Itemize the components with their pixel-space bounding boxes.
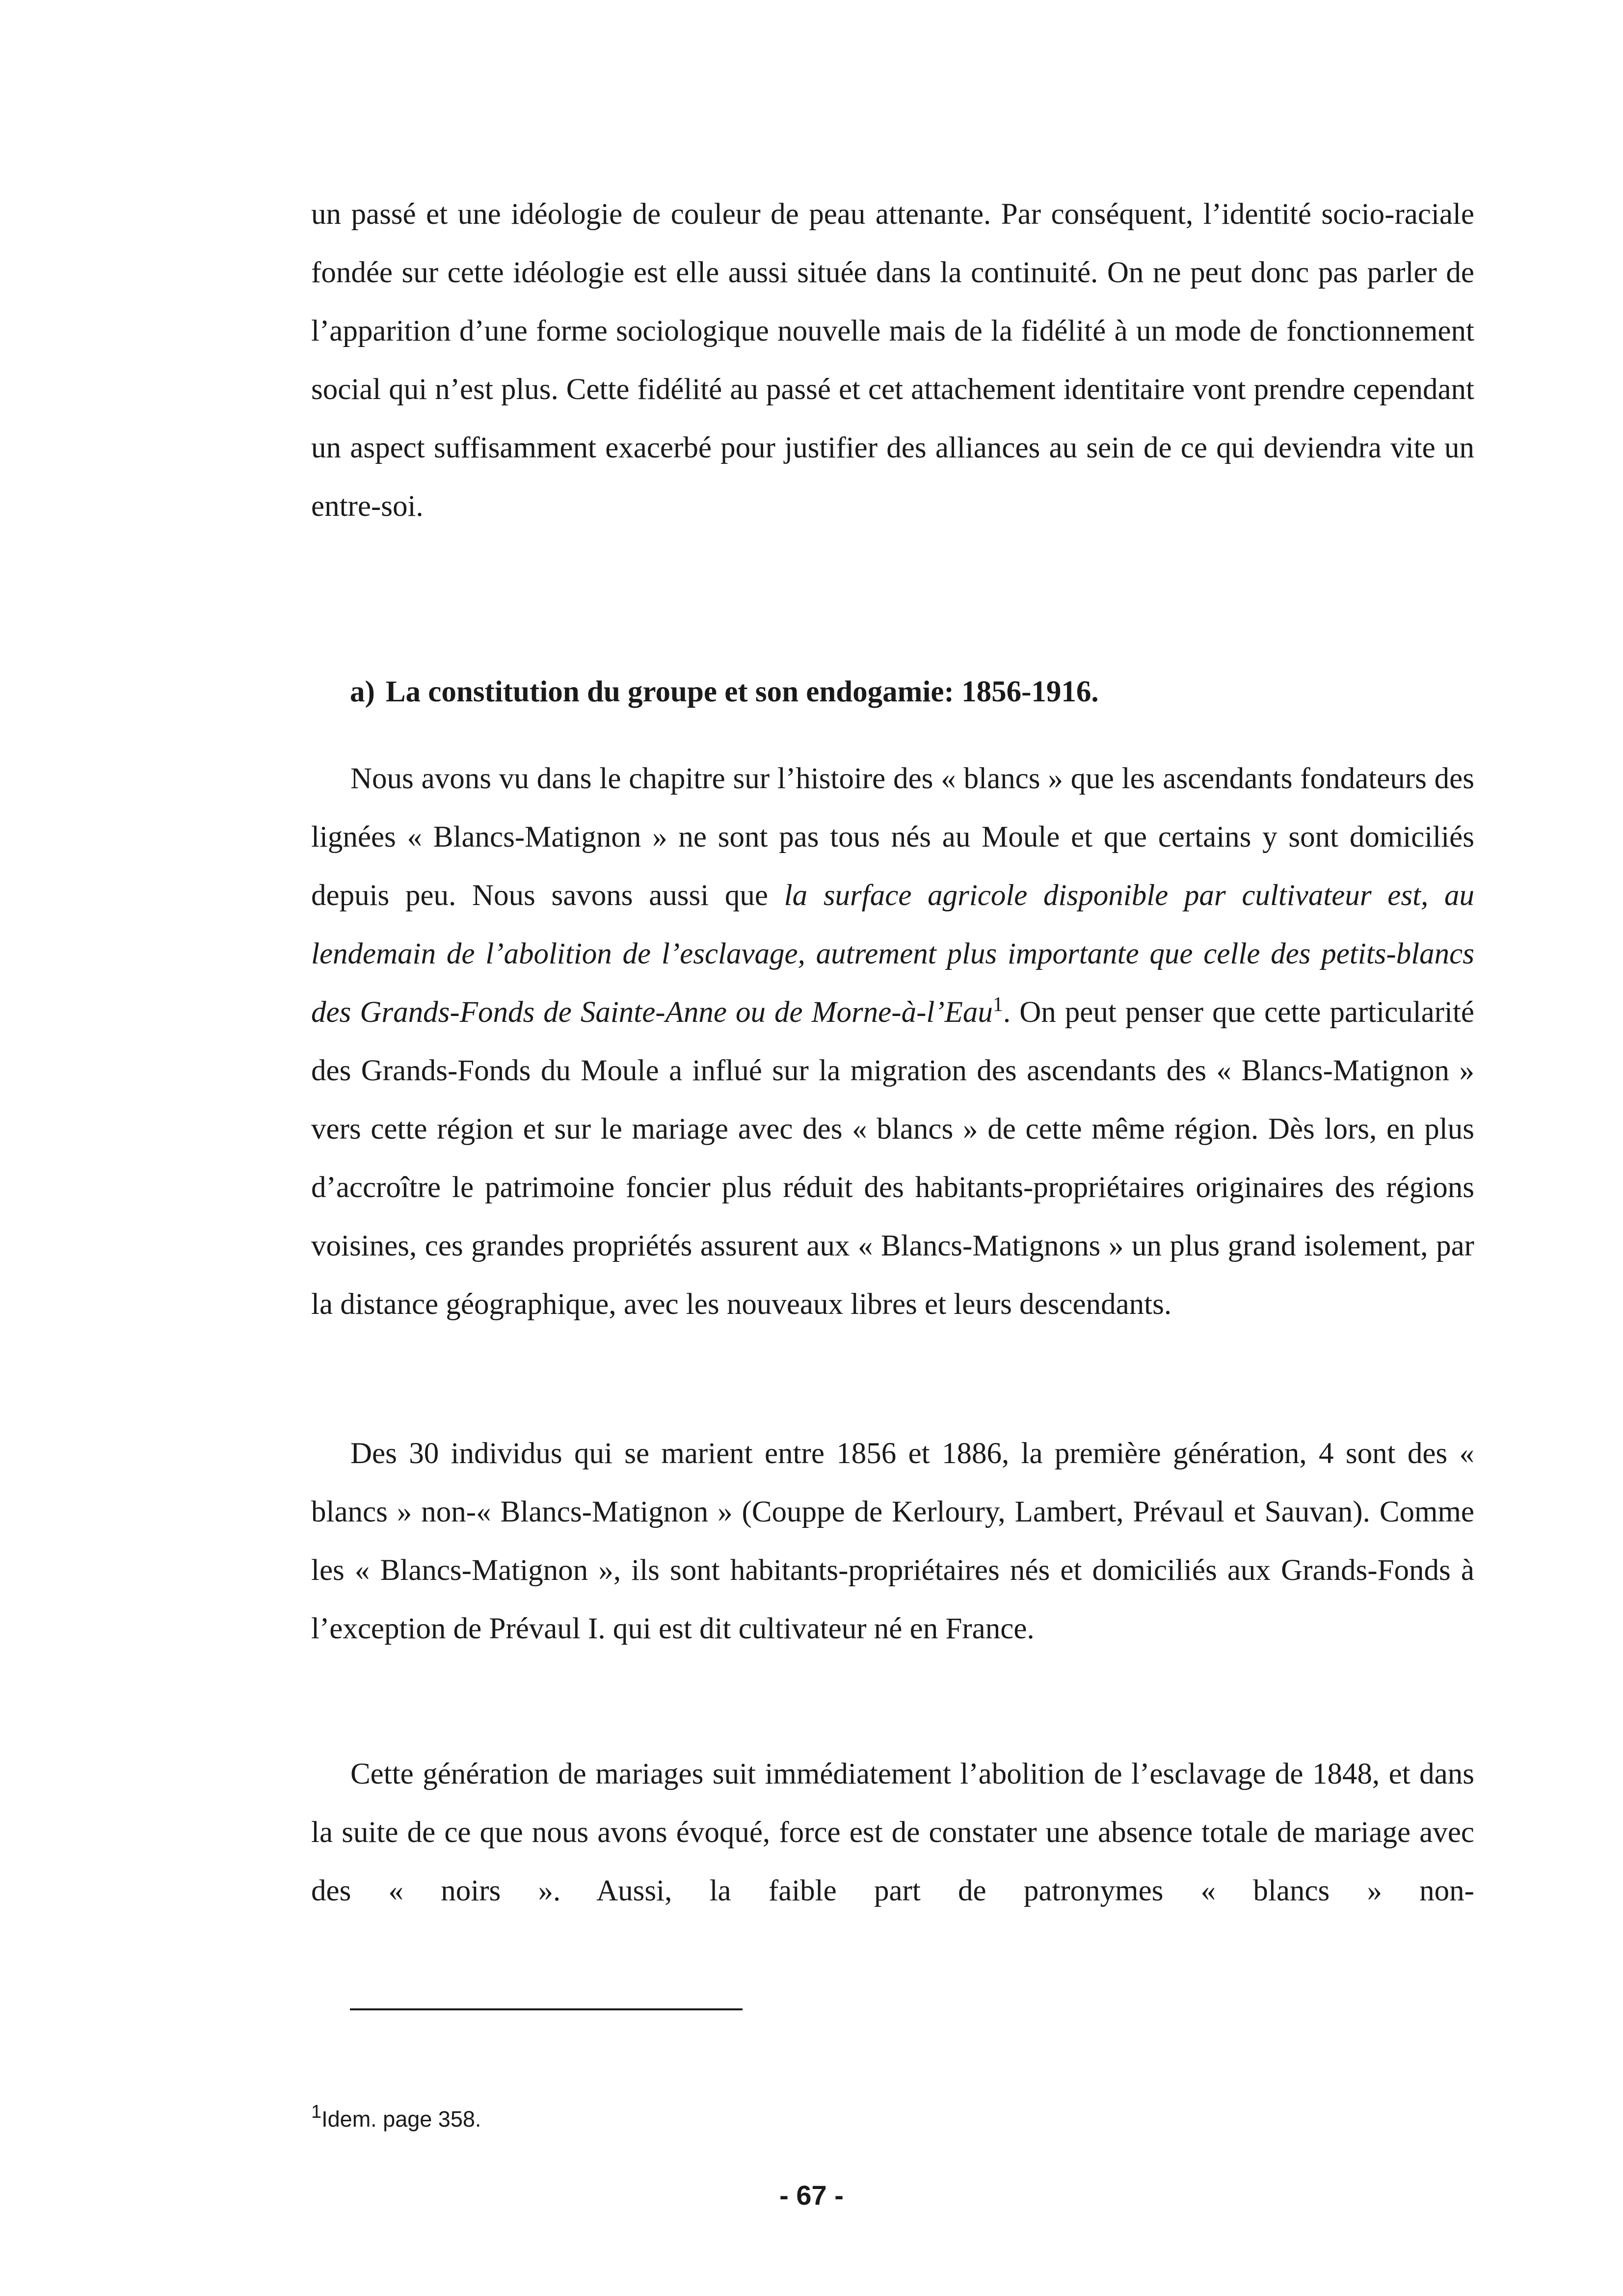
body-paragraph-2: Des 30 individus qui se marient entre 1856 et 1886, la première génération, 4 sont des « blancs » non-« Blancs-Matignon » (Couppe de Kerloury, Lambert, Prévaul et Sauvan). Comme les « Blancs-Matignon », ils sont habitants-propriétaires nés et domiciliés aux Grands-Fonds à l’exception de Prévaul I. qui est dit cultivateur né en France. xyxy=(311,1437,1474,1645)
section-heading xyxy=(350,663,1099,721)
section-heading-number: a) xyxy=(350,675,375,708)
paragraph-1-text-before-quote: Nous avons vu dans le chapitre sur l’histoire des « blancs » que les ascendants fondateurs des lignées « Blancs-Matignon » ne sont pas tous nés au Moule et que certains y sont domiciliés depuis peu. Nous savons aussi que xyxy=(311,762,1474,912)
paragraph-1-text-after-quote: . On peut penser que cette particularité des Grands-Fonds du Moule a influé sur la migration des ascendants des « Blancs-Matignon » vers cette région et sur le mariage avec des « blancs » de cette même région. Dès lors, en plus d’accroître le patrimoine foncier plus réduit des habitants-propriétaires originaires des régions voisines, ces grandes propriétés assurent aux « Blancs-Matignons » un plus grand isolement, par la distance géographique, avec les nouveaux libres et leurs descendants. xyxy=(311,996,1474,1321)
body-paragraph-1 xyxy=(311,749,1474,1334)
paragraph-1-quote: la surface agricole disponible par cultivateur est, au lendemain de l’abolition de l’esclavage, autrement plus importante que celle des petits-blancs des Grands-Fonds de Sainte-Anne ou de Morne-à-l’Eau xyxy=(311,879,1474,1029)
footnote-marker: 1 xyxy=(311,2102,322,2122)
intro-paragraph: un passé et une idéologie de couleur de peau attenante. Par conséquent, l’identité socio-raciale fondée sur cette idéologie est elle aussi située dans la continuité. On ne peut donc pas parler de l’apparition d’une forme sociologique nouvelle mais de la fidélité à un mode de fonctionnement social qui n’est plus. Cette fidélité au passé et cet attachement identitaire vont prendre cependant un aspect suffisamment exacerbé pour justifier des alliances au sein de ce qui deviendra vite un entre-soi. xyxy=(311,198,1474,523)
footnote-reference[interactable]: 1 xyxy=(992,993,1003,1016)
section-heading-title: La constitution du groupe et son endogamie: 1856-1916. xyxy=(385,675,1099,708)
footnote xyxy=(311,2102,481,2134)
footnote-separator xyxy=(350,2008,743,2010)
body-paragraph-3: Cette génération de mariages suit immédiatement l’abolition de l’esclavage de 1848, et dans la suite de ce que nous avons évoqué, force est de constater une absence totale de mariage avec des « noirs ». Aussi, la faible part de patronymes « blancs » non- xyxy=(311,1758,1474,1907)
page-number: - 67 - xyxy=(779,2180,844,2211)
footnote-text: Idem. page 358. xyxy=(321,2107,481,2132)
